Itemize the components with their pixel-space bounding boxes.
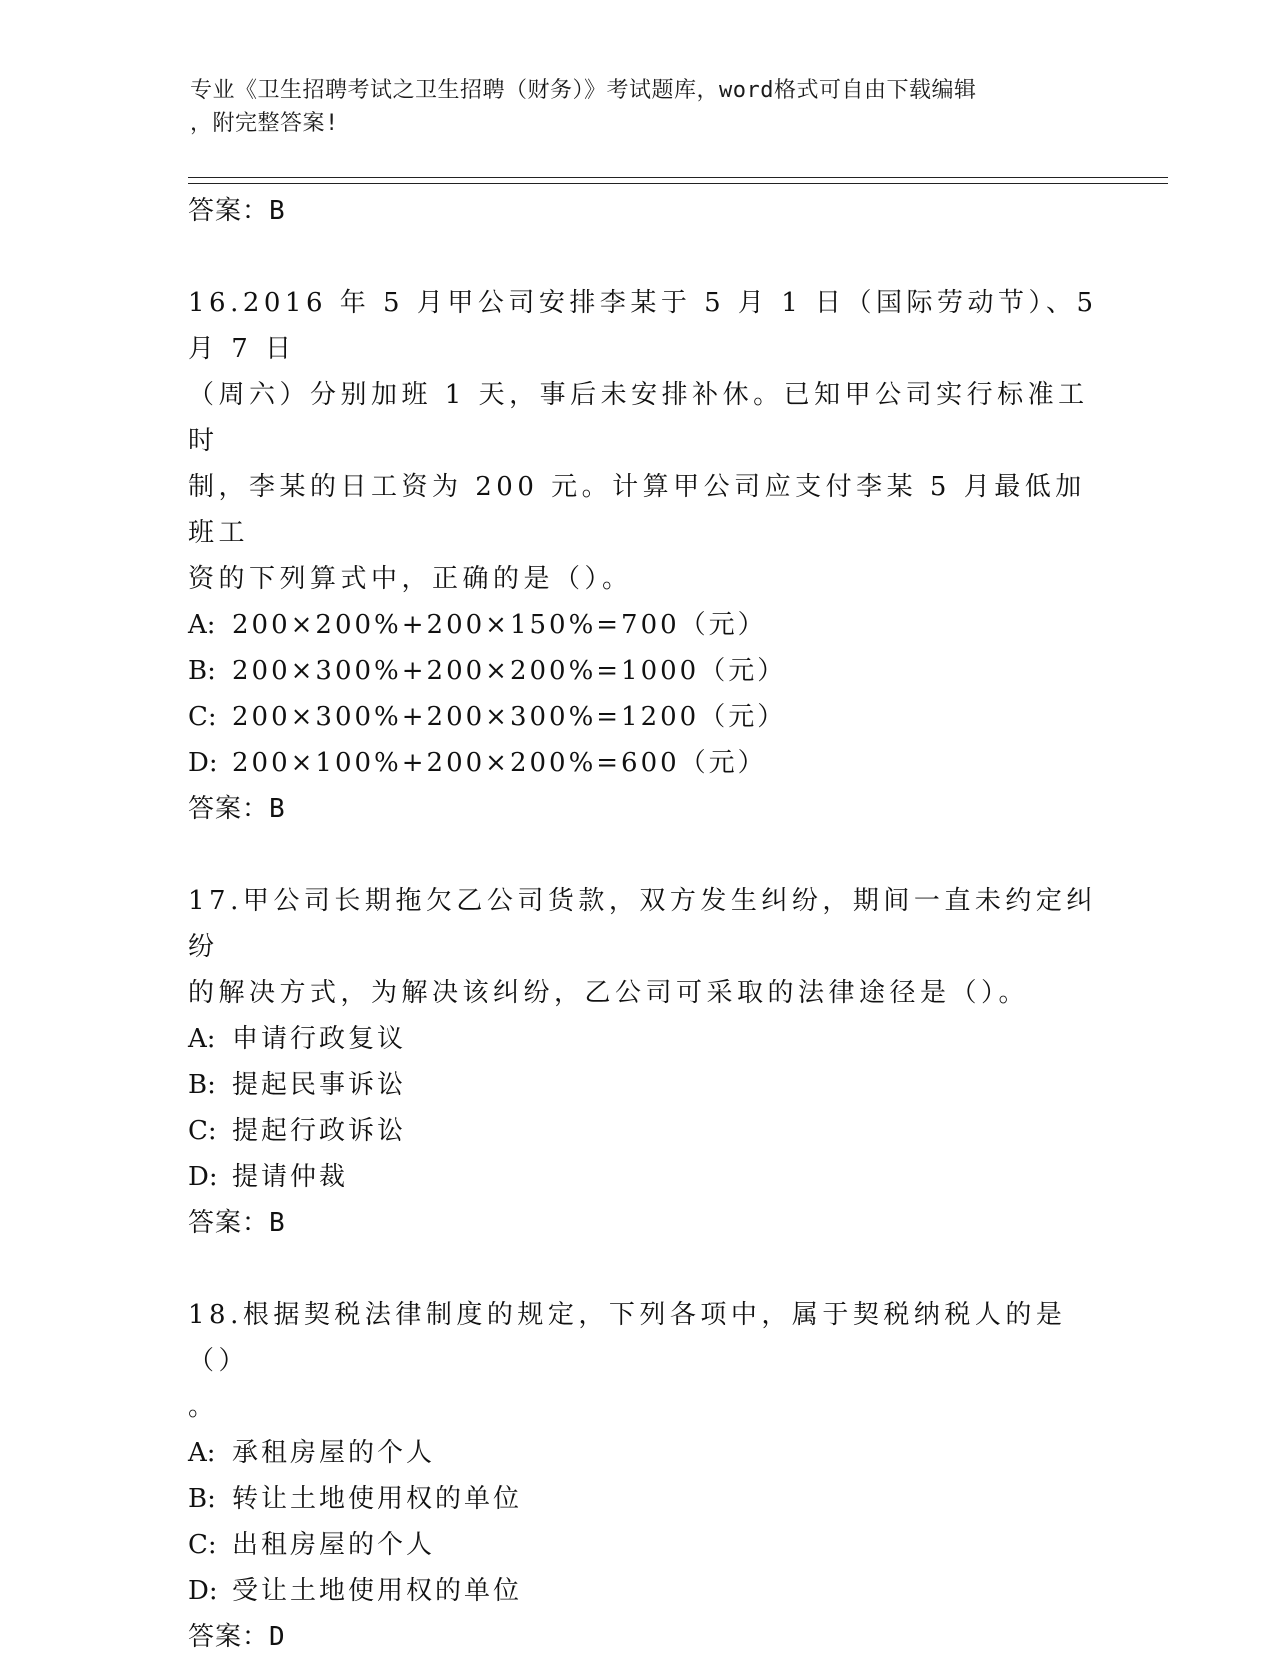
option-letter: C:	[188, 1116, 217, 1146]
question-17-option-d	[188, 1154, 1108, 1200]
option-text: 转让土地使用权的单位	[232, 1484, 523, 1514]
question-17-option-c	[188, 1108, 1108, 1154]
question-16-option-b	[188, 648, 1108, 694]
option-letter: A:	[188, 1024, 216, 1054]
question-18-option-a	[188, 1430, 1108, 1476]
option-text: 200×300%+200×300%=1200（元）	[232, 702, 787, 732]
question-18-option-b	[188, 1476, 1108, 1522]
option-letter: D:	[188, 1576, 218, 1606]
question-18-option-d	[188, 1568, 1108, 1614]
option-letter: D:	[188, 748, 218, 778]
header-divider-top	[188, 177, 1168, 178]
option-letter: A:	[188, 610, 216, 640]
option-text: 200×300%+200×200%=1000（元）	[232, 656, 787, 686]
question-16-stem-line: 16.2016 年 5 月甲公司安排李某于 5 月 1 日（国际劳动节）、5 月 7 日	[188, 288, 1098, 364]
option-letter: C:	[188, 702, 217, 732]
question-16-stem-line: （周六）分别加班 1 天，事后未安排补休。已知甲公司实行标准工时	[188, 380, 1089, 456]
page-header	[190, 74, 1090, 140]
question-18-answer: 答案：D	[188, 1622, 286, 1652]
option-letter: B:	[188, 1484, 216, 1514]
document-body	[188, 188, 1108, 1660]
question-17-option-a	[188, 1016, 1108, 1062]
option-text: 提请仲裁	[232, 1162, 349, 1192]
question-18-stem	[188, 1292, 1108, 1430]
question-16	[188, 280, 1108, 832]
option-letter: C:	[188, 1530, 217, 1560]
question-16-stem	[188, 280, 1108, 602]
option-text: 提起民事诉讼	[232, 1070, 407, 1100]
question-16-option-a	[188, 602, 1108, 648]
question-17-option-b	[188, 1062, 1108, 1108]
question-16-answer: 答案：B	[188, 794, 286, 824]
question-18-stem-line: 。	[188, 1392, 219, 1422]
question-18-option-c	[188, 1522, 1108, 1568]
header-text-line1: 专业《卫生招聘考试之卫生招聘（财务）》考试题库，word格式可自由下载编辑	[190, 78, 977, 103]
option-text: 受让土地使用权的单位	[232, 1576, 523, 1606]
option-letter: A:	[188, 1438, 216, 1468]
question-16-option-c	[188, 694, 1108, 740]
option-text: 200×200%+200×150%=700（元）	[232, 610, 767, 640]
question-16-stem-line: 制，李某的日工资为 200 元。计算甲公司应支付李某 5 月最低加班工	[188, 472, 1086, 548]
question-17	[188, 878, 1108, 1246]
option-text: 提起行政诉讼	[232, 1116, 407, 1146]
question-17-stem	[188, 878, 1108, 1016]
question-17-stem-line: 的解决方式，为解决该纠纷，乙公司可采取的法律途径是（）。	[188, 978, 1030, 1008]
question-16-option-d	[188, 740, 1108, 786]
option-text: 出租房屋的个人	[232, 1530, 436, 1560]
question-18	[188, 1292, 1108, 1660]
header-text-line2: ，附完整答案!	[190, 111, 339, 136]
option-letter: B:	[188, 1070, 216, 1100]
option-text: 承租房屋的个人	[232, 1438, 436, 1468]
question-17-stem-line: 17.甲公司长期拖欠乙公司货款，双方发生纠纷，期间一直未约定纠纷	[188, 886, 1097, 962]
question-16-stem-line: 资的下列算式中，正确的是（）。	[188, 564, 633, 594]
option-text: 申请行政复议	[232, 1024, 407, 1054]
option-letter: B:	[188, 656, 216, 686]
question-18-stem-line: 18.根据契税法律制度的规定，下列各项中，属于契税纳税人的是（）	[188, 1300, 1067, 1376]
previous-question-answer: 答案：B	[188, 196, 286, 226]
option-letter: D:	[188, 1162, 218, 1192]
header-divider-bottom	[188, 183, 1168, 184]
option-text: 200×100%+200×200%=600（元）	[232, 748, 767, 778]
question-17-answer: 答案：B	[188, 1208, 286, 1238]
